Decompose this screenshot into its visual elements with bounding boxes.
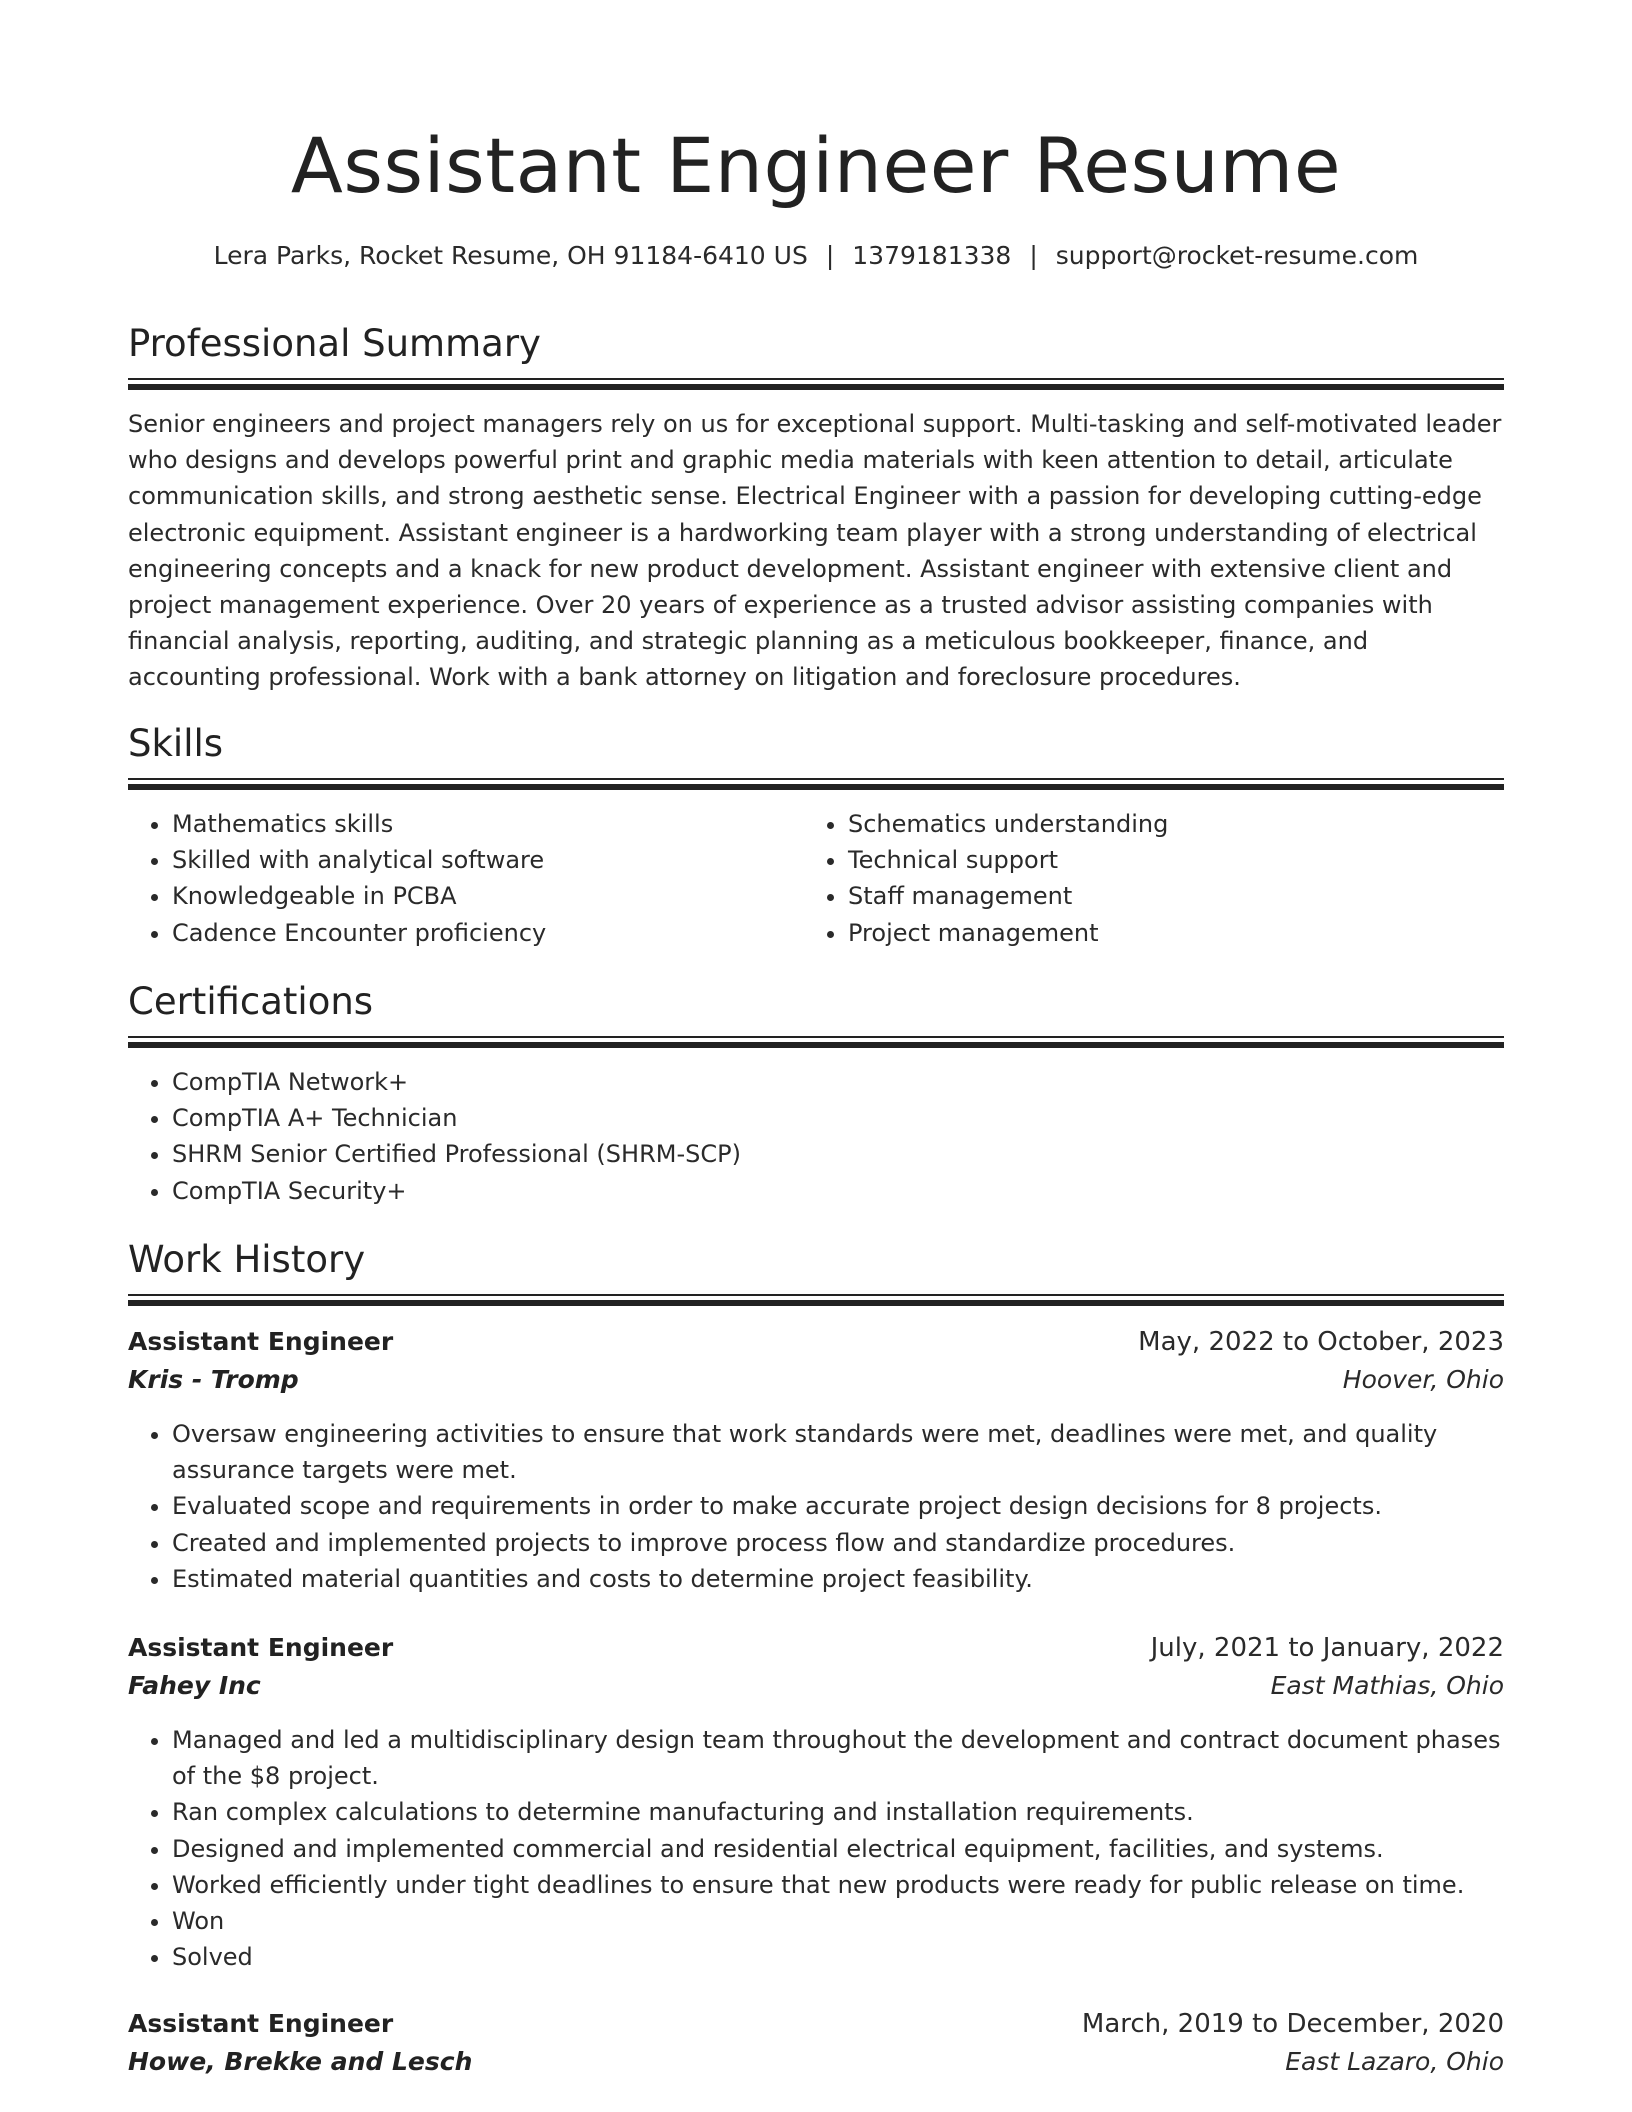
job-bullets xyxy=(128,1722,1504,1975)
list-item: • CompTIA Network+ xyxy=(172,1064,1548,1100)
list-item: • Technical support xyxy=(848,842,1488,878)
job-location: East Mathias, Ohio xyxy=(1270,1671,1504,1700)
section-divider xyxy=(128,778,1504,792)
list-item: • Ran complex calculations to determine manufacturing and installation requirements. xyxy=(172,1794,1504,1830)
job-dates: July, 2021 to January, 2022 xyxy=(1150,1633,1504,1663)
job-company: Howe, Brekke and Lesch xyxy=(128,2047,473,2076)
job-title: Assistant Engineer xyxy=(128,1327,394,1356)
list-item: • Managed and led a multidisciplinary design team throughout the development and contract document phases of the $8 project. xyxy=(172,1722,1504,1794)
section-divider xyxy=(128,1036,1504,1050)
job-company: Kris - Tromp xyxy=(128,1365,299,1394)
certifications-list xyxy=(128,1064,1548,1209)
list-item: • Project management xyxy=(848,915,1488,951)
list-item: • Solved xyxy=(172,1939,1504,1975)
list-item: • Knowledgeable in PCBA xyxy=(172,878,812,914)
list-item: • CompTIA A+ Technician xyxy=(172,1100,1548,1136)
job-dates: March, 2019 to December, 2020 xyxy=(1081,2009,1504,2039)
contact-separator: | xyxy=(825,241,835,270)
job-location: East Lazaro, Ohio xyxy=(1285,2047,1504,2076)
contact-email: support@rocket-resume.com xyxy=(1055,241,1419,270)
list-item: • Cadence Encounter proficiency xyxy=(172,915,812,951)
job-title: Assistant Engineer xyxy=(128,1633,394,1662)
section-heading-summary: Professional Summary xyxy=(128,322,541,365)
section-heading-certifications: Certifications xyxy=(128,980,374,1023)
page-title: Assistant Engineer Resume xyxy=(290,121,1342,210)
list-item: • Designed and implemented commercial and residential electrical equipment, facilities, and systems. xyxy=(172,1831,1504,1867)
job-title: Assistant Engineer xyxy=(128,2009,394,2038)
job-location: Hoover, Ohio xyxy=(1342,1365,1504,1394)
contact-separator: | xyxy=(1029,241,1038,270)
list-item: • SHRM Senior Certified Professional (SHRM-SCP) xyxy=(172,1136,1548,1172)
list-item: • Schematics understanding xyxy=(848,806,1488,842)
skills-list-right xyxy=(804,806,1488,951)
list-item: • Oversaw engineering activities to ensure that work standards were met, deadlines were met, and quality assurance targets were met. xyxy=(172,1416,1504,1488)
section-heading-work-history: Work History xyxy=(128,1238,366,1281)
contact-address: Lera Parks, Rocket Resume, OH 91184-6410 US xyxy=(213,241,808,270)
contact-line xyxy=(128,238,1504,274)
summary-text: Senior engineers and project managers rely on us for exceptional support. Multi-tasking and self-motivated leader who designs and develops powerful print and graphic media materials with keen attention to detail, articulate communication skills, and strong aesthetic sense. Electrical Engineer with a passion for developing cutting-edge electronic equipment. Assistant engineer is a hardworking team player with a strong understanding of electrical engineering concepts and a knack for new product development. Assistant engineer with extensive client and project management experience. Over 20 years of experience as a trusted advisor assisting companies with financial analysis, reporting, auditing, and strategic planning as a meticulous bookkeeper, finance, and accounting professional. Work with a bank attorney on litigation and foreclosure procedures. xyxy=(128,410,1502,692)
skills-list-left xyxy=(128,806,812,951)
list-item: • Estimated material quantities and costs to determine project feasibility. xyxy=(172,1561,1504,1597)
list-item: • Mathematics skills xyxy=(172,806,812,842)
job-company: Fahey Inc xyxy=(128,1671,261,1700)
job-dates: May, 2022 to October, 2023 xyxy=(1138,1327,1504,1357)
list-item: • CompTIA Security+ xyxy=(172,1173,1548,1209)
section-divider xyxy=(128,1294,1504,1308)
list-item: • Created and implemented projects to improve process flow and standardize procedures. xyxy=(172,1525,1504,1561)
list-item: • Staff management xyxy=(848,878,1488,914)
list-item: • Won xyxy=(172,1903,1504,1939)
job-bullets xyxy=(128,1416,1504,1597)
list-item: • Evaluated scope and requirements in order to make accurate project design decisions for 8 projects. xyxy=(172,1488,1504,1524)
list-item: • Skilled with analytical software xyxy=(172,842,812,878)
list-item: • Worked efficiently under tight deadlines to ensure that new products were ready for public release on time. xyxy=(172,1867,1504,1903)
section-heading-skills: Skills xyxy=(128,722,224,765)
section-divider xyxy=(128,378,1504,392)
contact-phone: 1379181338 xyxy=(852,241,1012,270)
